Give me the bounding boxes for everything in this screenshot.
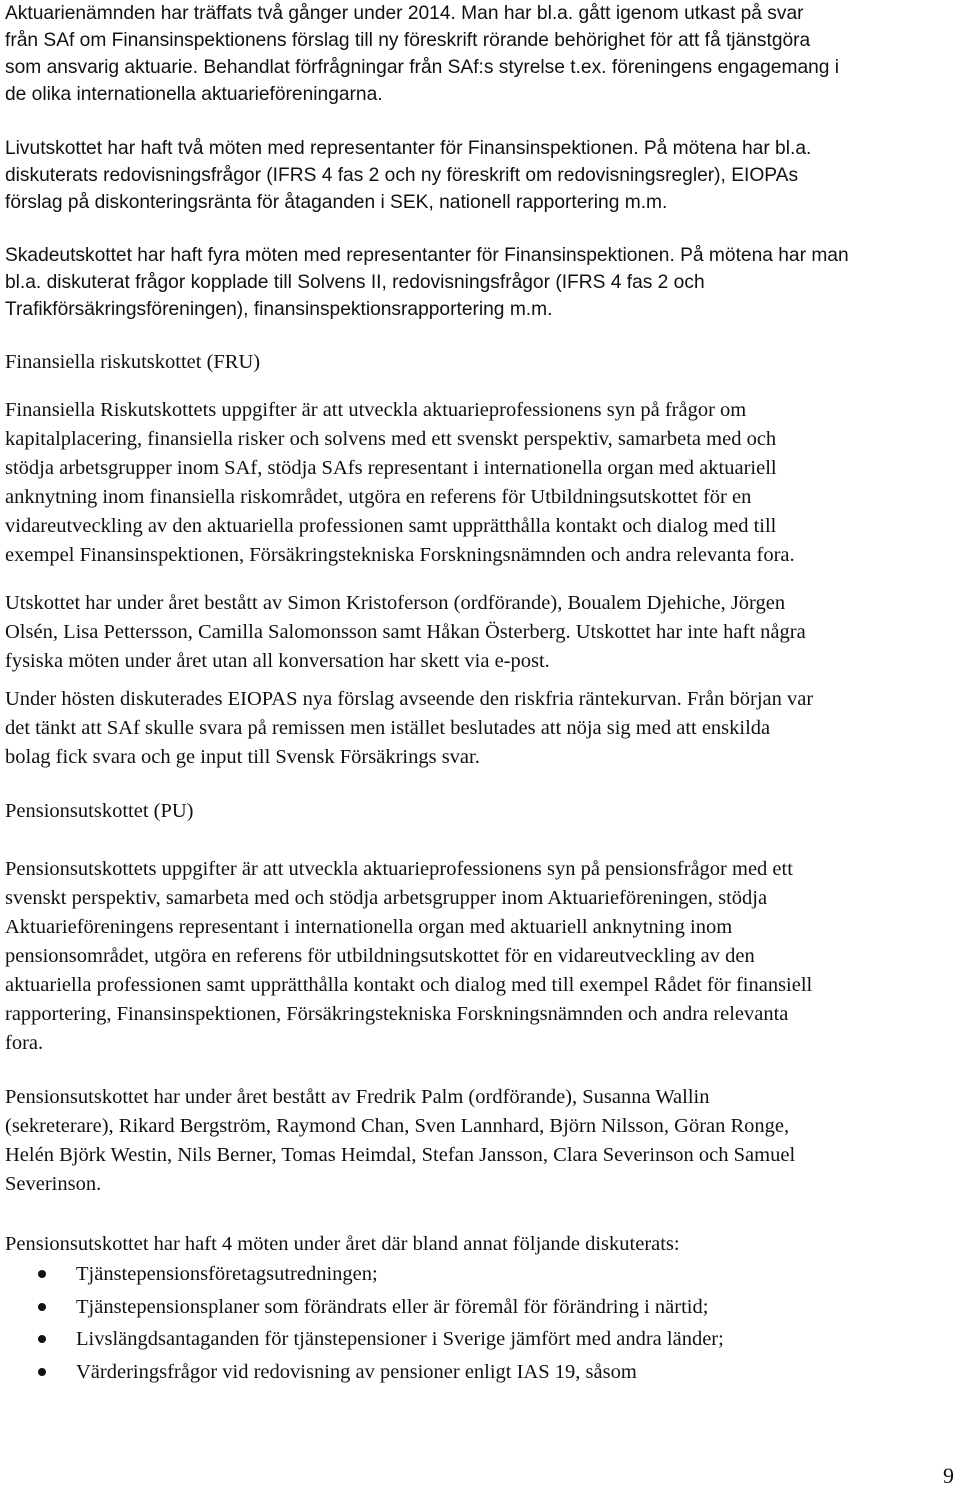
- text-line: som ansvarig aktuarie. Behandlat förfrågningar från SAf:s styrelse t.ex. föreningens engagemang i: [5, 57, 840, 78]
- bullet-icon: [38, 1335, 46, 1343]
- text-line: från SAf om Finansinspektionens förslag till ny föreskrift rörande behörighet för att få tjänstgöra: [5, 30, 811, 51]
- bullet-icon: [38, 1270, 46, 1278]
- text-line: Skadeutskottet har haft fyra möten med representanter för Finansinspektionen. På mötena har man: [5, 245, 849, 266]
- text-line: Finansiella Riskutskottets uppgifter är att utveckla aktuarieprofessionens syn på frågor om: [5, 399, 747, 421]
- paragraph-pu-members: [5, 1083, 957, 1199]
- text-line: fora.: [5, 1032, 44, 1054]
- text-line: aktuariella professionen samt upprätthålla kontakt och dialog med till exempel Rådet för finansiell: [5, 974, 813, 996]
- list-item-text: Tjänstepensionsplaner som förändrats eller är föremål för förändring i närtid;: [76, 1295, 709, 1318]
- paragraph-pu-purpose: [5, 855, 957, 1058]
- text-line: diskuterats redovisningsfrågor (IFRS 4 fas 2 och ny föreskrift om redovisningsregler), EIOPAs: [5, 165, 799, 186]
- text-line: Livutskottet har haft två möten med representanter för Finansinspektionen. På mötena har bl.a.: [5, 138, 812, 159]
- text-line: förslag på diskonteringsränta för åtaganden i SEK, nationell rapportering m.m.: [5, 192, 668, 213]
- text-line: Trafikförsäkringsföreningen), finansinspektionsrapportering m.m.: [5, 299, 553, 320]
- text-line: de olika internationella aktuarieföreningarna.: [5, 84, 383, 105]
- text-line: Pensionsutskottet har under året bestått av Fredrik Palm (ordförande), Susanna Wallin: [5, 1086, 710, 1108]
- list-item: [0, 1293, 960, 1326]
- bullet-icon: [38, 1303, 46, 1311]
- text-line: Pensionsutskottet har haft 4 möten under året där bland annat följande diskuterats:: [5, 1233, 680, 1255]
- text-line: kapitalplacering, finansiella risker och solvens med ett svenskt perspektiv, samarbeta med och: [5, 428, 777, 450]
- heading-pu: [5, 797, 957, 826]
- paragraph-pu-meetings: [5, 1230, 957, 1259]
- text-line: bolag fick svara och ge input till Svensk Försäkrings svar.: [5, 746, 480, 768]
- text-line: Helén Björk Westin, Nils Berner, Tomas Heimdal, Stefan Jansson, Clara Severinson och Samuel: [5, 1144, 796, 1166]
- bullet-icon: [38, 1368, 46, 1376]
- text-line: (sekreterare), Rikard Bergström, Raymond Chan, Sven Lannhard, Björn Nilsson, Göran Ronge,: [5, 1115, 790, 1137]
- text-line: svenskt perspektiv, samarbeta med och stödja arbetsgrupper inom Aktuarieföreningen, stödja: [5, 887, 768, 909]
- section-heading: Pensionsutskottet (PU): [5, 800, 194, 822]
- text-line: bl.a. diskuterat frågor kopplade till Solvens II, redovisningsfrågor (IFRS 4 fas 2 och: [5, 272, 705, 293]
- text-line: Aktuarieföreningens representant i internationella organ med aktuariell anknytning inom: [5, 916, 733, 938]
- text-line: Under hösten diskuterades EIOPAS nya förslag avseende den riskfria räntekurvan. Från början var: [5, 688, 814, 710]
- text-line: Pensionsutskottets uppgifter är att utveckla aktuarieprofessionens syn på pensionsfrågor med ett: [5, 858, 793, 880]
- text-line: stödja arbetsgrupper inom SAf, stödja SAfs representant i internationella organ med aktuariell: [5, 457, 777, 479]
- list-item: [0, 1325, 960, 1358]
- discussion-topics-list: [0, 1260, 960, 1390]
- list-item-text: Värderingsfrågor vid redovisning av pensioner enligt IAS 19, såsom: [76, 1360, 637, 1383]
- text-line: det tänkt att SAf skulle svara på remissen men istället beslutades att nöja sig med att enskilda: [5, 717, 771, 739]
- list-item: [0, 1260, 960, 1293]
- text-line: Utskottet har under året bestått av Simon Kristoferson (ordförande), Boualem Djehiche, Jörgen: [5, 592, 786, 614]
- text-line: fysiska möten under året utan all konversation har skett via e-post.: [5, 650, 550, 672]
- text-line: Severinson.: [5, 1173, 102, 1195]
- list-item: [0, 1358, 960, 1391]
- text-line: Aktuarienämnden har träffats två gånger under 2014. Man har bl.a. gått igenom utkast på svar: [5, 3, 804, 24]
- text-line: anknytning inom finansiella riskområdet, utgöra en referens för Utbildningsutskottet för en: [5, 486, 752, 508]
- heading-fru: [5, 348, 957, 377]
- list-item-text: Tjänstepensionsföretagsutredningen;: [76, 1263, 378, 1285]
- paragraph-livutskottet: [5, 135, 957, 216]
- page-number: 9: [943, 1463, 954, 1488]
- text-line: rapportering, Finansinspektionen, Försäkringstekniska Forskningsnämnden och andra relevanta: [5, 1003, 789, 1025]
- paragraph-skadeutskottet: [5, 242, 957, 323]
- text-line: pensionsområdet, utgöra en referens för utbildningsutskottet för en vidareutveckling av den: [5, 945, 755, 967]
- paragraph-fru-purpose: [5, 396, 957, 570]
- list-item-text: Livslängdsantaganden för tjänstepensioner i Sverige jämfört med andra länder;: [76, 1328, 724, 1351]
- text-line: vidareutveckling av den aktuariella professionen samt upprätthålla kontakt och dialog med till: [5, 515, 777, 537]
- paragraph-aktuarienamnden: [5, 0, 957, 108]
- paragraph-fru-eiopa: [5, 685, 957, 772]
- text-line: Olsén, Lisa Pettersson, Camilla Salomonsson samt Håkan Österberg. Utskottet har inte haft några: [5, 621, 806, 643]
- paragraph-fru-members: [5, 589, 957, 676]
- section-heading: Finansiella riskutskottet (FRU): [5, 351, 261, 373]
- text-line: exempel Finansinspektionen, Försäkringstekniska Forskningsnämnden och andra relevanta fora.: [5, 544, 795, 566]
